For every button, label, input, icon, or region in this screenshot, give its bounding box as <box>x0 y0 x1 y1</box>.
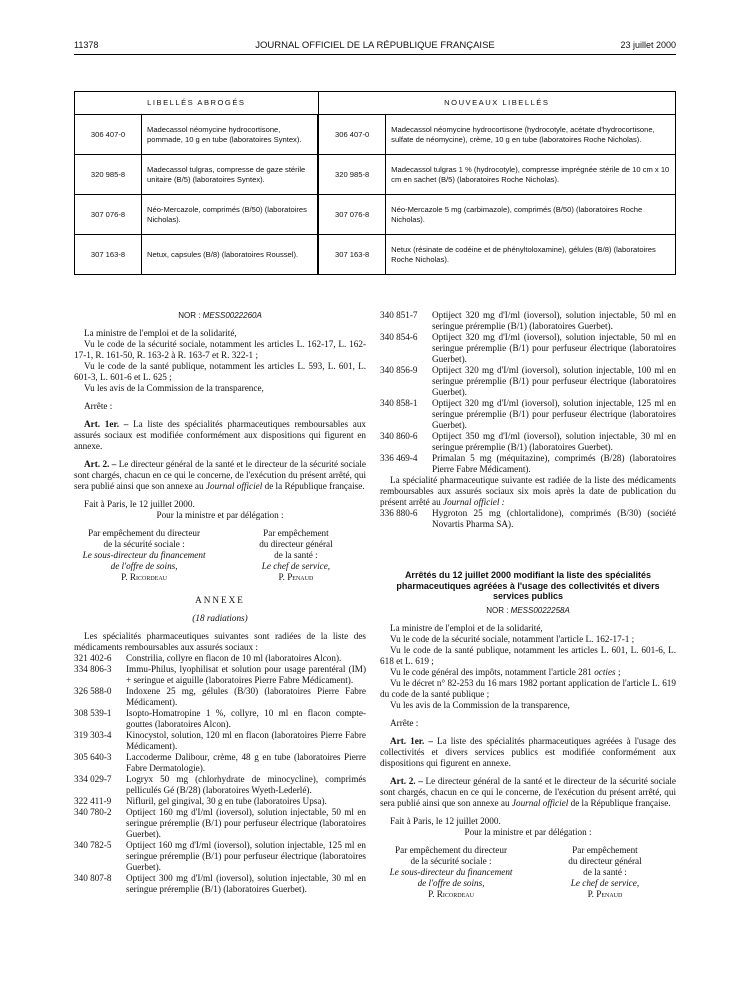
item-text: Optiject 160 mg d'I/ml (ioversol), solution injectable, 125 ml en seringue préremplie (B/1) pour perfuseur électrique (laboratoires Guerbet). <box>126 840 366 872</box>
cip-code: 334 806-3 <box>74 664 112 674</box>
nor-code: MESS0022258A <box>510 605 570 615</box>
annexe-intro: Les spécialités pharmaceutiques suivantes sont radiées de la liste des médicaments remboursables aux assurés sociaux : <box>74 631 366 652</box>
preamble-visa: Vu le code de la sécurité sociale, notamment les articles L. 162-17, L. 162-17-1, R. 161-50, R. 163-2 à R. 163-7 et R. 322-1 ; <box>74 339 366 360</box>
code-old: 307 163-8 <box>75 235 142 275</box>
cip-code: 334 029-7 <box>74 774 112 784</box>
article-1 <box>380 736 676 769</box>
cip-code: 308 539-1 <box>74 708 112 718</box>
signature-right <box>226 528 366 583</box>
cip-code: 322 411-9 <box>74 796 112 806</box>
article-2 <box>380 776 676 809</box>
item-text: Logryx 50 mg (chlorhydrate de minocycline), comprimés pelliculés Gé (B/28) (laboratoires Wyeth-Lederlé). <box>126 774 366 795</box>
libelle-new: Madecassol néomycine hydrocortisone (hydrocotyle, acétate d'hydrocortisone, sulfate de néomycine), crème, 10 g en tube (laboratoires Roche Nicholas). <box>386 115 676 155</box>
visa-end: ; <box>617 666 621 677</box>
article-text: Le directeur général de la santé et le directeur de la sécurité sociale sont chargés, chacun en ce qui le concerne, de l'exécution du présent arrêté, qui sera publié ainsi que son annexe au <box>74 459 366 491</box>
item-text: Laccoderme Dalibour, crème, 48 g en tube (laboratoires Pierre Fabre Dermatologie). <box>126 752 366 773</box>
issue-date: 23 juillet 2000 <box>620 40 676 50</box>
cip-code: 326 588-0 <box>74 686 112 696</box>
nor-reference <box>74 310 366 321</box>
radiee-text: La spécialité pharmaceutique suivante est radiée de la liste des médicaments remboursables aux assurés sociaux six mois après la date de publication du présent arrêté au <box>380 475 676 507</box>
item-text: Kinocystol, solution, 120 ml en flacon (laboratoires Pierre Fabre Médicament). <box>126 730 366 751</box>
item-text: Optiject 320 mg d'I/ml (ioversol), solution injectable, 50 ml en seringue préremplie (B/1) (laboratoires Guerbet). <box>432 310 676 331</box>
sig-line: de la santé : <box>583 866 627 877</box>
sig-line: du directeur général <box>259 539 333 549</box>
sig-line: Le sous-directeur du financement <box>82 550 206 560</box>
article-text: La liste des spécialités pharmaceutiques agréées à l'usage des collectivités et divers services publics est modifiée conformément aux dispositions qui figurent en annexe. <box>380 735 676 768</box>
journal-officiel-ref: Journal officiel : <box>443 497 505 507</box>
sig-line: Par empêchement du directeur <box>88 528 201 538</box>
visa-text: Vu le code général des impôts, notamment l'article 281 <box>390 666 592 677</box>
left-column <box>74 310 366 895</box>
sig-line: Par empêchement <box>572 844 638 855</box>
signatory-name: P. Penaud <box>587 888 623 899</box>
article-2 <box>74 459 366 492</box>
visa-octies: octies <box>594 666 616 677</box>
section-title: Arrêtés du 12 juillet 2000 modifiant la liste des spécialités pharmaceutiques agréées à l'usage des collectivités et divers services publics <box>396 570 660 601</box>
cip-code: 340 856-9 <box>380 365 418 375</box>
cip-code: 321 402-6 <box>74 653 112 663</box>
sig-line: Par empêchement du directeur <box>395 844 508 855</box>
article-label: Art. 2. – <box>84 459 117 469</box>
code-old: 320 985-8 <box>75 155 142 195</box>
article-1 <box>74 419 366 452</box>
delegation-line: Pour la ministre et par délégation : <box>464 826 592 837</box>
table-header-row <box>75 92 676 115</box>
item-text: Optiject 320 mg d'I/ml (ioversol), solution injectable, 125 ml en seringue préremplie (B/1) pour perfuseur électrique (laboratoires Guerbet). <box>432 398 676 430</box>
libelle-old: Madecassol néomycine hydrocortisone, pommade, 10 g en tube (laboratoires Syntex). <box>142 115 319 155</box>
sig-line: Le chef de service, <box>261 561 331 571</box>
list-item <box>380 398 676 431</box>
item-text: Isopto-Homatropine 1 %, collyre, 10 ml en flacon compte-gouttes (laboratoires Alcon). <box>126 708 366 729</box>
preamble-visa: Vu les avis de la Commission de la transparence, <box>84 383 264 393</box>
signatory-name: P. Penaud <box>278 572 314 582</box>
page-header <box>74 40 676 54</box>
radiations-count: (18 radiations) <box>192 613 248 623</box>
arrete-heading: Arrête : <box>84 401 113 411</box>
article-text: La liste des spécialités pharmaceutiques remboursables aux assurés sociaux est modifiée conformément aux dispositions qui figurent en annexe. <box>74 419 367 451</box>
libelle-old: Néo-Mercazole, comprimés (B/50) (laboratoires Nicholas). <box>142 195 319 235</box>
article-text-end: de la République française. <box>264 481 365 491</box>
table-row <box>75 115 676 155</box>
article-label: Art. 1er. – <box>84 419 129 429</box>
signatures <box>380 845 676 900</box>
list-item <box>74 840 366 873</box>
libelle-new: Madecassol tulgras 1 % (hydrocotyle), compresse imprégnée stérile de 10 cm x 10 cm en sachet (B/5) (laboratoires Roche Nicholas). <box>386 155 676 195</box>
list-item <box>74 686 366 708</box>
radiee-paragraph <box>380 475 676 508</box>
preamble-visa: Vu le décret n° 82-253 du 16 mars 1982 portant application de l'article L. 619 du code de la santé publique ; <box>380 677 676 699</box>
cip-code: 340 782-5 <box>74 840 112 850</box>
cip-code: 340 807-8 <box>74 873 112 883</box>
signatory-name: P. Ricordeau <box>428 888 474 899</box>
article-text-end: de la République française. <box>570 797 671 808</box>
code-new: 307 076-8 <box>318 195 386 235</box>
sig-line: de l'offre de soins, <box>417 877 485 888</box>
sig-line: de la sécurité sociale : <box>103 539 185 549</box>
nor-reference <box>380 605 676 616</box>
code-new: 320 985-8 <box>318 155 386 195</box>
arrete-heading: Arrête : <box>390 717 419 728</box>
sig-line: du directeur général <box>568 855 642 866</box>
item-text: Constrilia, collyre en flacon de 10 ml (laboratoires Alcon). <box>126 653 342 663</box>
list-item <box>74 796 366 807</box>
journal-officiel-ref: Journal officiel <box>205 481 263 491</box>
preamble-minister: La ministre de l'emploi et de la solidarité, <box>84 328 237 338</box>
fait-a-paris: Fait à Paris, le 12 juillet 2000. <box>84 499 195 509</box>
annexe-heading: ANNEXE <box>195 595 245 605</box>
sig-line: de la sécurité sociale : <box>410 855 492 866</box>
code-old: 306 407-0 <box>75 115 142 155</box>
list-item <box>380 365 676 398</box>
code-new: 307 163-8 <box>318 235 386 275</box>
libelle-old: Madecassol tulgras, compresse de gaze stérile unitaire (B/5) (laboratoires Syntex). <box>142 155 319 195</box>
article-label: Art. 2. – <box>390 775 423 786</box>
item-text: Optiject 320 mg d'I/ml (ioversol), solution injectable, 50 ml en seringue préremplie (B/1) pour perfuseur électrique (laboratoires Guerbet). <box>432 332 676 364</box>
sig-line: de l'offre de soins, <box>110 561 178 571</box>
journal-title: JOURNAL OFFICIEL DE LA RÉPUBLIQUE FRANÇAISE <box>255 40 495 51</box>
delegation-line: Pour la ministre et par délégation : <box>156 510 284 520</box>
list-item <box>74 664 366 686</box>
sig-line: de la santé : <box>274 550 318 560</box>
cip-code: 340 780-2 <box>74 807 112 817</box>
table-row <box>75 195 676 235</box>
cip-code: 340 858-1 <box>380 398 418 408</box>
signature-left <box>380 845 522 900</box>
item-text: Optiject 300 mg d'I/ml (ioversol), solution injectable, 30 ml en seringue préremplie (B/1) (laboratoires Guerbet). <box>126 873 366 894</box>
list-item <box>380 453 676 475</box>
list-item <box>74 774 366 796</box>
item-text: Hygroton 25 mg (chlortalidone), comprimés (B/30) (société Novartis Pharma SA). <box>432 508 676 529</box>
list-item <box>74 807 366 840</box>
libelle-old: Netux, capsules (B/8) (laboratoires Roussel). <box>142 235 319 275</box>
nor-code: MESS0022260A <box>202 311 262 320</box>
nor-label: NOR : <box>178 311 201 320</box>
cip-code: 305 640-3 <box>74 752 112 762</box>
list-item <box>74 653 366 664</box>
table-row <box>75 155 676 195</box>
preamble-visa: Vu les avis de la Commission de la transparence, <box>390 699 570 710</box>
code-new: 306 407-0 <box>318 115 386 155</box>
cip-code: 340 851-7 <box>380 310 418 320</box>
col-header-abroges: LIBELLÉS ABROGÉS <box>75 92 319 115</box>
article-label: Art. 1er. – <box>390 735 433 746</box>
item-text: Optiject 350 mg d'I/ml (ioversol), solution injectable, 30 ml en seringue préremplie (B/1) (laboratoires Guerbet). <box>432 431 676 452</box>
preamble-visa: Vu le code de la santé publique, notamment les articles L. 601, L. 601-6, L. 618 et L. 619 ; <box>380 644 676 666</box>
item-text: Indoxene 25 mg, gélules (B/30) (laboratoires Pierre Fabre Médicament). <box>126 686 366 707</box>
list-item <box>74 752 366 774</box>
signature-right <box>534 845 676 900</box>
fait-a-paris: Fait à Paris, le 12 juillet 2000. <box>390 815 501 826</box>
libelles-table <box>74 91 676 275</box>
signatory-name: P. Ricordeau <box>121 572 167 582</box>
item-text: Primalan 5 mg (méquitazine), comprimés (B/28) (laboratoires Pierre Fabre Médicament). <box>432 453 676 474</box>
list-item <box>74 708 366 730</box>
code-old: 307 076-8 <box>75 195 142 235</box>
page-number: 11378 <box>74 40 99 50</box>
cip-code: 340 860-6 <box>380 431 418 441</box>
cip-code: 319 303-4 <box>74 730 112 740</box>
list-item <box>380 431 676 453</box>
item-text: Optiject 320 mg d'I/ml (ioversol), solution injectable, 100 ml en seringue préremplie (B/1) pour perfuseur électrique (laboratoires Guerbet). <box>432 365 676 397</box>
item-text: Immu-Philus, lyophilisat et solution pour usage parentéral (IM) + seringue et aiguille (laboratoires Pierre Fabre Médicament). <box>126 664 366 685</box>
libelle-new: Néo-Mercazole 5 mg (carbimazole), comprimés (B/50) (laboratoires Roche Nicholas). <box>386 195 676 235</box>
signature-left <box>74 528 214 583</box>
cip-code: 336 880-6 <box>380 508 418 518</box>
preamble-visa: Vu le code de la sécurité sociale, notamment l'article L. 162-17-1 ; <box>390 633 635 644</box>
list-item <box>74 873 366 895</box>
item-text: Optiject 160 mg d'I/ml (ioversol), solution injectable, 50 ml en seringue préremplie (B/1) pour perfuseur électrique (laboratoires Guerbet). <box>126 807 366 839</box>
article-text: Le directeur général de la santé et le directeur de la sécurité sociale sont chargés, chacun en ce qui le concerne, de l'exécution du présent arrêté, qui sera publié ainsi que son annexe au <box>380 775 676 808</box>
nor-label: NOR : <box>486 605 509 615</box>
list-item <box>380 310 676 332</box>
sig-line: Par empêchement <box>263 528 329 538</box>
journal-officiel-ref: Journal officiel <box>511 797 569 808</box>
col-header-nouveaux: NOUVEAUX LIBELLÉS <box>318 92 675 115</box>
table-row <box>75 235 676 275</box>
list-item <box>380 332 676 365</box>
preamble-visa <box>380 667 676 678</box>
item-text: Nifluril, gel gingival, 30 g en tube (laboratoires Upsa). <box>126 796 327 806</box>
right-column <box>380 310 676 900</box>
cip-code: 336 469-4 <box>380 453 418 463</box>
preamble-minister: La ministre de l'emploi et de la solidarité, <box>390 622 543 633</box>
preamble-visa: Vu le code de la santé publique, notamment les articles L. 593, L. 601, L. 601-3, L. 601-6 et L. 625 ; <box>74 361 366 382</box>
list-item <box>74 730 366 752</box>
signatures <box>74 528 366 583</box>
sig-line: Le chef de service, <box>570 877 640 888</box>
header-rule <box>74 54 676 55</box>
libelle-new: Netux (résinate de codéine et de phényltoloxamine), gélules (B/8) (laboratoires Roche Nicholas). <box>386 235 676 275</box>
cip-code: 340 854-6 <box>380 332 418 342</box>
list-item <box>380 508 676 530</box>
sig-line: Le sous-directeur du financement <box>389 866 513 877</box>
